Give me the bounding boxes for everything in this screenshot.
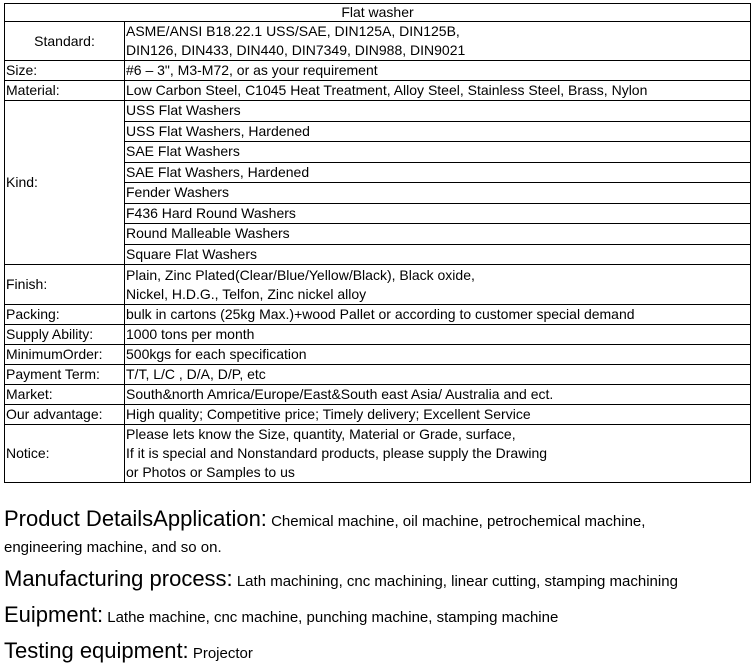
kind-item: F436 Hard Round Washers <box>125 204 750 225</box>
table-row <box>5 22 751 61</box>
application-text: Chemical machine, oil machine, petrochemical machine, <box>266 513 646 530</box>
kind-list <box>125 101 751 265</box>
material-value: Low Carbon Steel, C1045 Heat Treatment, Alloy Steel, Stainless Steel, Brass, Nylon <box>125 81 751 101</box>
packing-label: Packing: <box>5 305 125 325</box>
finish-line: Plain, Zinc Plated(Clear/Blue/Yellow/Black), Black oxide, <box>126 266 475 283</box>
table-row <box>5 325 751 345</box>
spec-table <box>4 3 751 483</box>
testing-heading: Testing equipment: <box>4 638 189 663</box>
testing-paragraph <box>4 638 749 664</box>
equipment-heading: Euipment: <box>4 602 104 627</box>
table-row <box>5 425 751 483</box>
standard-label: Standard: <box>5 22 125 61</box>
kind-item: USS Flat Washers <box>125 101 750 122</box>
minorder-label: MinimumOrder: <box>5 345 125 365</box>
minorder-value: 500kgs for each specification <box>125 345 751 365</box>
kind-item: Round Malleable Washers <box>125 224 750 245</box>
table-row <box>5 345 751 365</box>
kind-item: USS Flat Washers, Hardened <box>125 122 750 143</box>
material-label: Material: <box>5 81 125 101</box>
finish-value <box>125 265 751 305</box>
table-row <box>5 305 751 325</box>
notice-value <box>125 425 751 483</box>
kind-label: Kind: <box>5 101 125 265</box>
manufacturing-paragraph <box>4 566 749 592</box>
kind-item: SAE Flat Washers, Hardened <box>125 163 750 184</box>
supply-label: Supply Ability: <box>5 325 125 345</box>
application-paragraph <box>4 506 749 532</box>
equipment-text: Lathe machine, cnc machine, punching machine, stamping machine <box>103 609 559 626</box>
application-text-continued: engineering machine, and so on. <box>4 539 222 556</box>
table-title: Flat washer <box>5 4 751 22</box>
packing-value: bulk in cartons (25kg Max.)+wood Pallet or according to customer special demand <box>125 305 751 325</box>
table-row <box>5 4 751 22</box>
market-label: Market: <box>5 385 125 405</box>
payment-label: Payment Term: <box>5 365 125 385</box>
kind-item: Square Flat Washers <box>126 245 257 262</box>
supply-value: 1000 tons per month <box>125 325 751 345</box>
manufacturing-text: Lath machining, cnc machining, linear cutting, stamping machining <box>232 573 678 590</box>
size-value: #6 – 3", M3-M72, or as your requirement <box>125 61 751 81</box>
table-row <box>5 365 751 385</box>
equipment-paragraph <box>4 602 749 628</box>
standard-line: DIN126, DIN433, DIN440, DIN7349, DIN988, DIN9021 <box>126 42 466 58</box>
table-row <box>5 101 751 265</box>
table-row <box>5 405 751 425</box>
finish-line: Nickel, H.D.G., Telfon, Zinc nickel alloy <box>126 285 367 302</box>
manufacturing-heading: Manufacturing process: <box>4 566 233 591</box>
standard-value <box>125 22 751 61</box>
table-row <box>5 61 751 81</box>
testing-text: Projector <box>188 645 253 662</box>
size-label: Size: <box>5 61 125 81</box>
finish-label: Finish: <box>5 265 125 305</box>
standard-line: ASME/ANSI B18.22.1 USS/SAE, DIN125A, DIN125B, <box>126 23 460 39</box>
table-row <box>5 385 751 405</box>
advantage-value: High quality; Competitive price; Timely delivery; Excellent Service <box>125 405 751 425</box>
notice-line: or Photos or Samples to us <box>126 464 295 480</box>
advantage-label: Our advantage: <box>5 405 125 425</box>
market-value: South&north Amrica/Europe/East&South east Asia/ Australia and ect. <box>125 385 751 405</box>
application-heading: Product DetailsApplication: <box>4 506 267 531</box>
kind-item: SAE Flat Washers <box>125 142 750 163</box>
table-row <box>5 81 751 101</box>
notice-label: Notice: <box>5 425 125 483</box>
table-row <box>5 265 751 305</box>
notice-line: Please lets know the Size, quantity, Material or Grade, surface, <box>126 426 516 442</box>
payment-value: T/T, L/C , D/A, D/P, etc <box>125 365 751 385</box>
notice-line: If it is special and Nonstandard products, please supply the Drawing <box>126 445 548 461</box>
kind-item: Fender Washers <box>125 183 750 204</box>
